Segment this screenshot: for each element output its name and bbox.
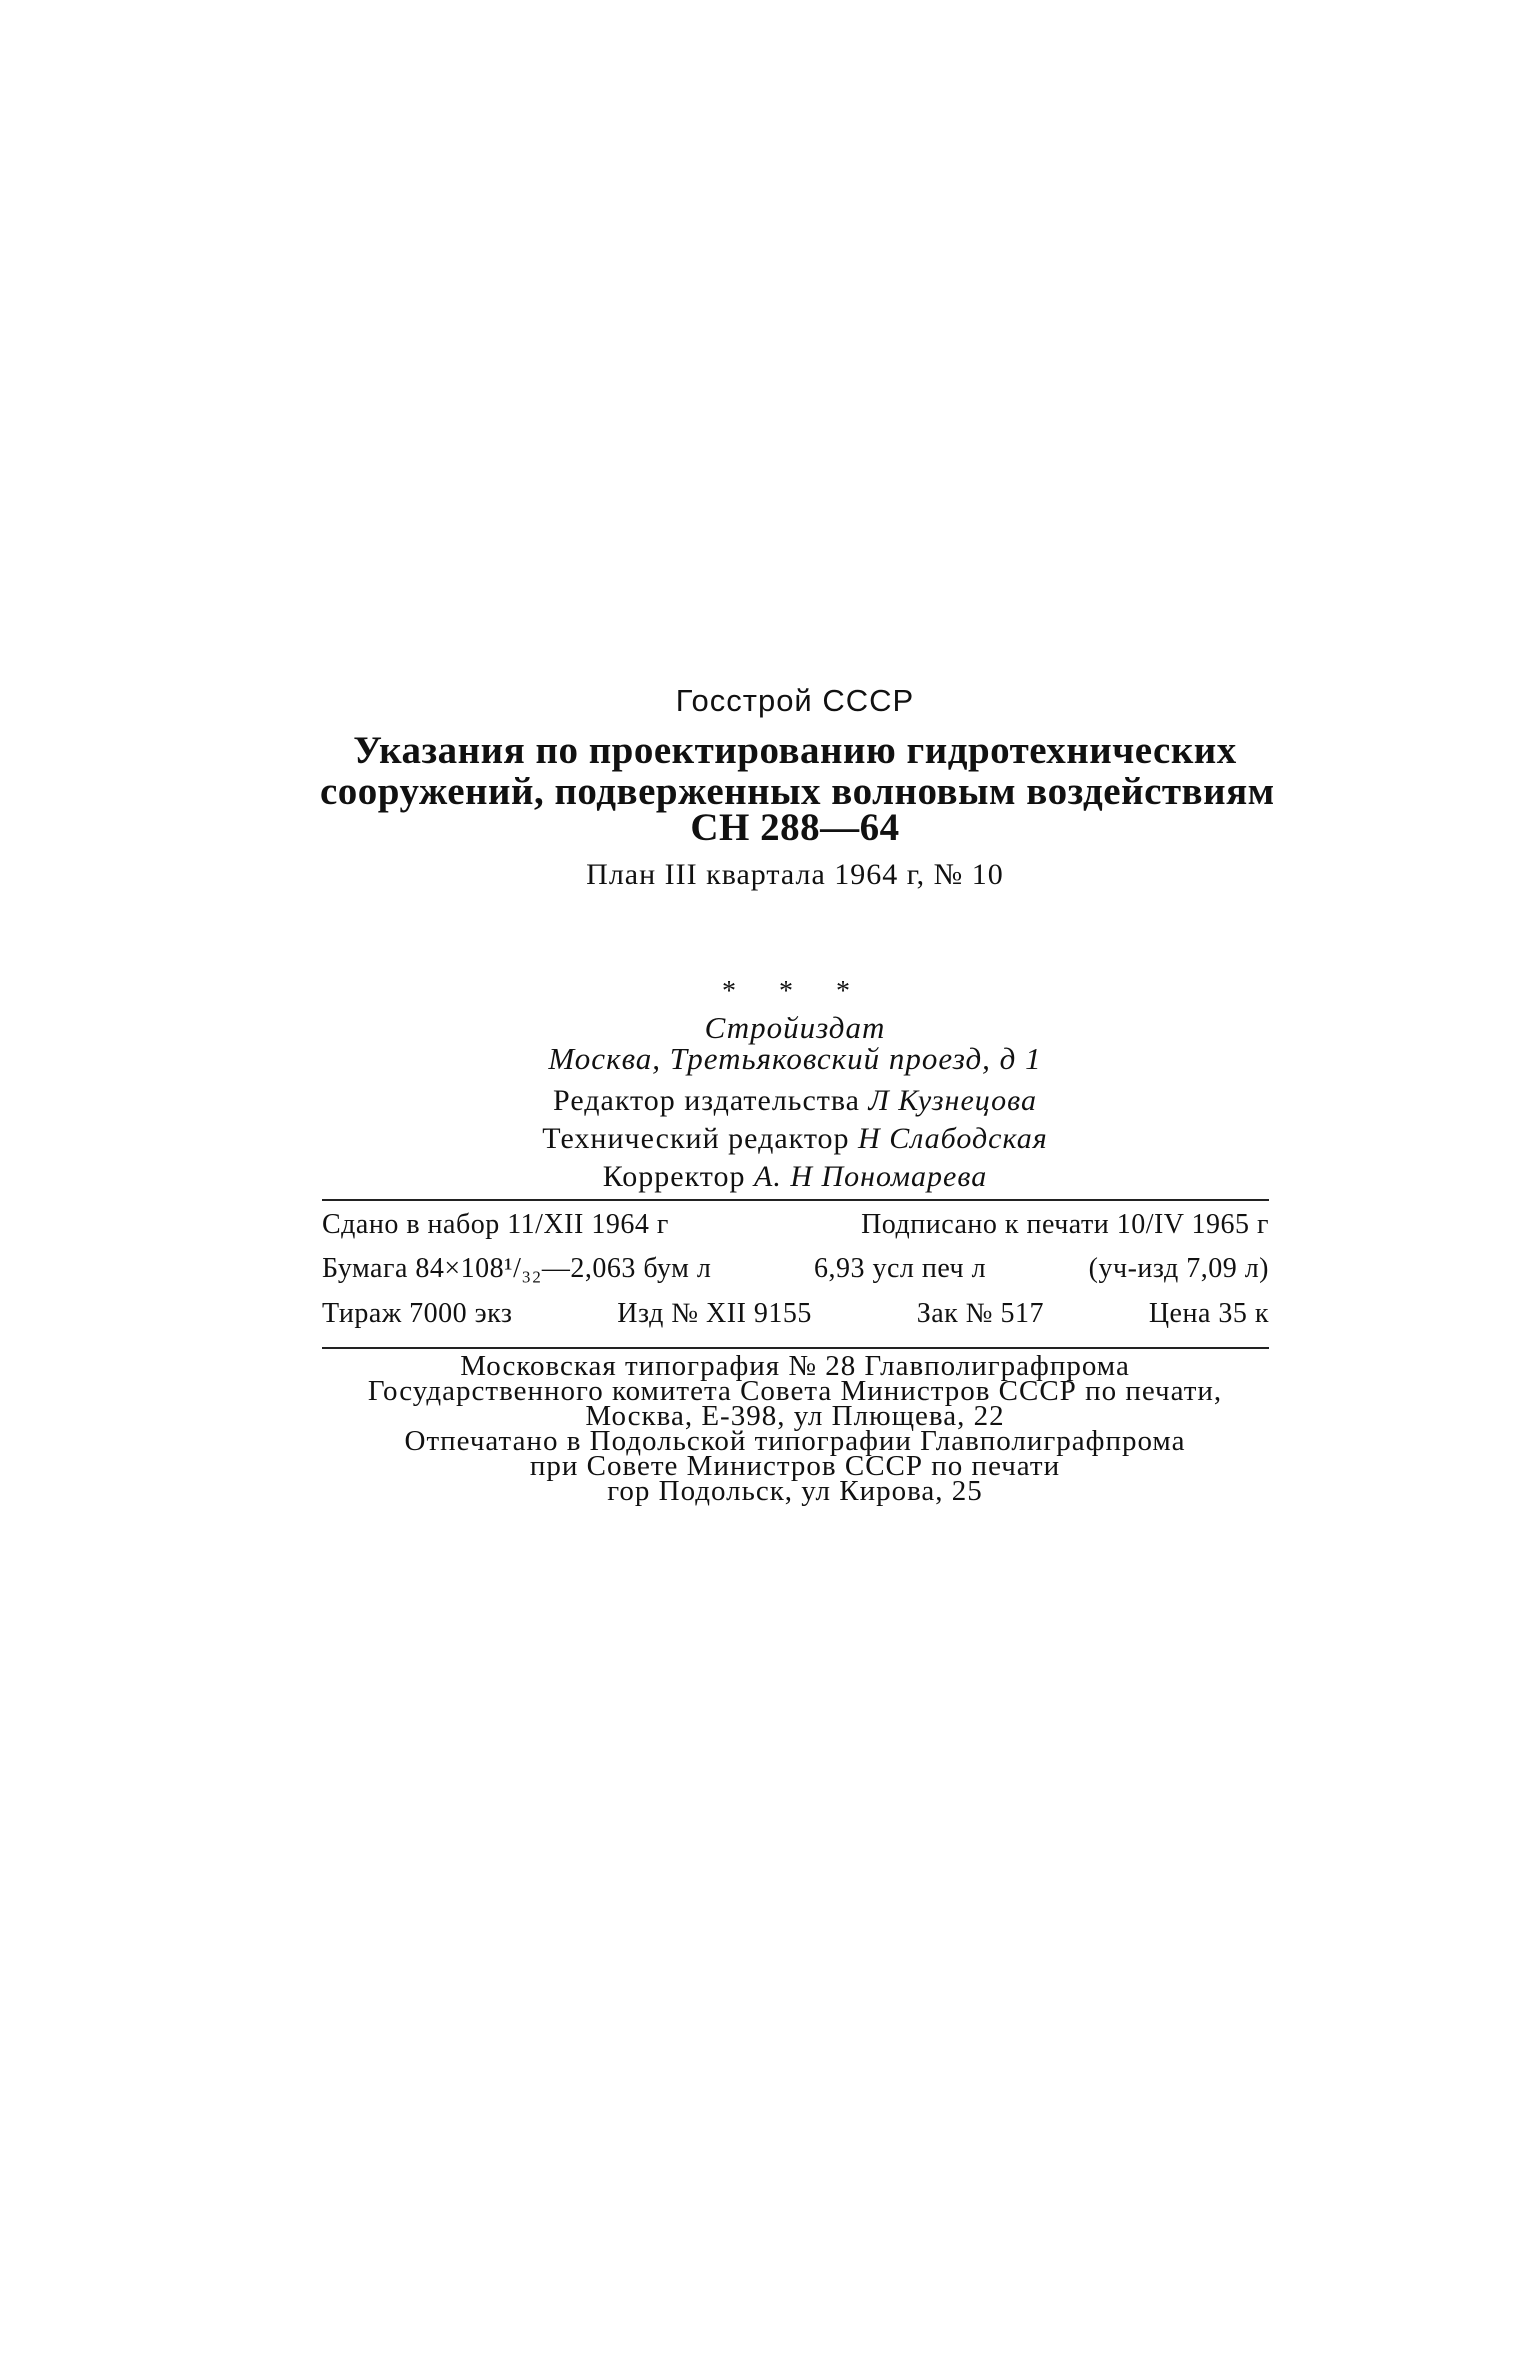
document-code: СН 288—64 [690, 806, 900, 849]
separator-stars: * * * [722, 976, 868, 1007]
publisher-name: Госстрой СССР [675, 683, 915, 718]
publisher-sheets: (уч-изд 7,09 л) [1088, 1253, 1269, 1284]
imprint-line-2: Государственного комитета Совета Министров СССР по печати, [367, 1375, 1223, 1407]
corrector-credit [320, 1160, 1270, 1194]
signed-date: Подписано к печати 10/IV 1965 г [861, 1209, 1269, 1240]
corrector-label: Корректор [602, 1160, 746, 1193]
document-title-line-2: сооружений, подверженных волновым воздействиям [320, 770, 1275, 813]
print-details-row-1 [322, 1209, 1269, 1241]
bottom-rule [322, 1347, 1269, 1349]
top-rule [322, 1199, 1269, 1201]
tech-editor-name: Н Слабодская [858, 1122, 1048, 1155]
print-details-row-3 [322, 1298, 1269, 1330]
tech-editor-credit [320, 1122, 1270, 1156]
tech-editor-label: Технический редактор [542, 1122, 850, 1155]
edition-number: Изд № XII 9155 [617, 1298, 812, 1329]
order-number: Зак № 517 [916, 1298, 1044, 1329]
paper-format: Бумага 84×108¹/₃₂—2,063 бум л [322, 1253, 712, 1284]
publishing-house: Стройиздат [704, 1010, 886, 1045]
editor-name: Л Кузнецова [868, 1084, 1037, 1117]
imprint-line-3: Москва, Е-398, ул Плющева, 22 [585, 1400, 1005, 1432]
corrector-name: А. Н Пономарева [754, 1160, 988, 1193]
editor-label: Редактор издательства [553, 1084, 860, 1117]
typeset-date: Сдано в набор 11/XII 1964 г [322, 1209, 669, 1240]
document-title-line-1: Указания по проектированию гидротехнических [353, 729, 1237, 772]
imprint-line-1: Московская типография № 28 Главполиграфпрома [460, 1350, 1130, 1382]
printed-sheets: 6,93 усл печ л [813, 1253, 987, 1284]
imprint-line-6: гор Подольск, ул Кирова, 25 [607, 1475, 983, 1507]
plan-line: План III квартала 1964 г, № 10 [586, 858, 1004, 891]
imprint-line-5: при Совете Министров СССР по печати [529, 1450, 1061, 1482]
print-details-row-2 [322, 1253, 1269, 1285]
price: Цена 35 к [1148, 1298, 1269, 1329]
editor-credit [320, 1084, 1270, 1118]
publishing-address: Москва, Третьяковский проезд, д 1 [548, 1041, 1042, 1076]
imprint-line-4: Отпечатано в Подольской типографии Главполиграфпрома [404, 1425, 1186, 1457]
print-run: Тираж 7000 экз [322, 1298, 513, 1329]
